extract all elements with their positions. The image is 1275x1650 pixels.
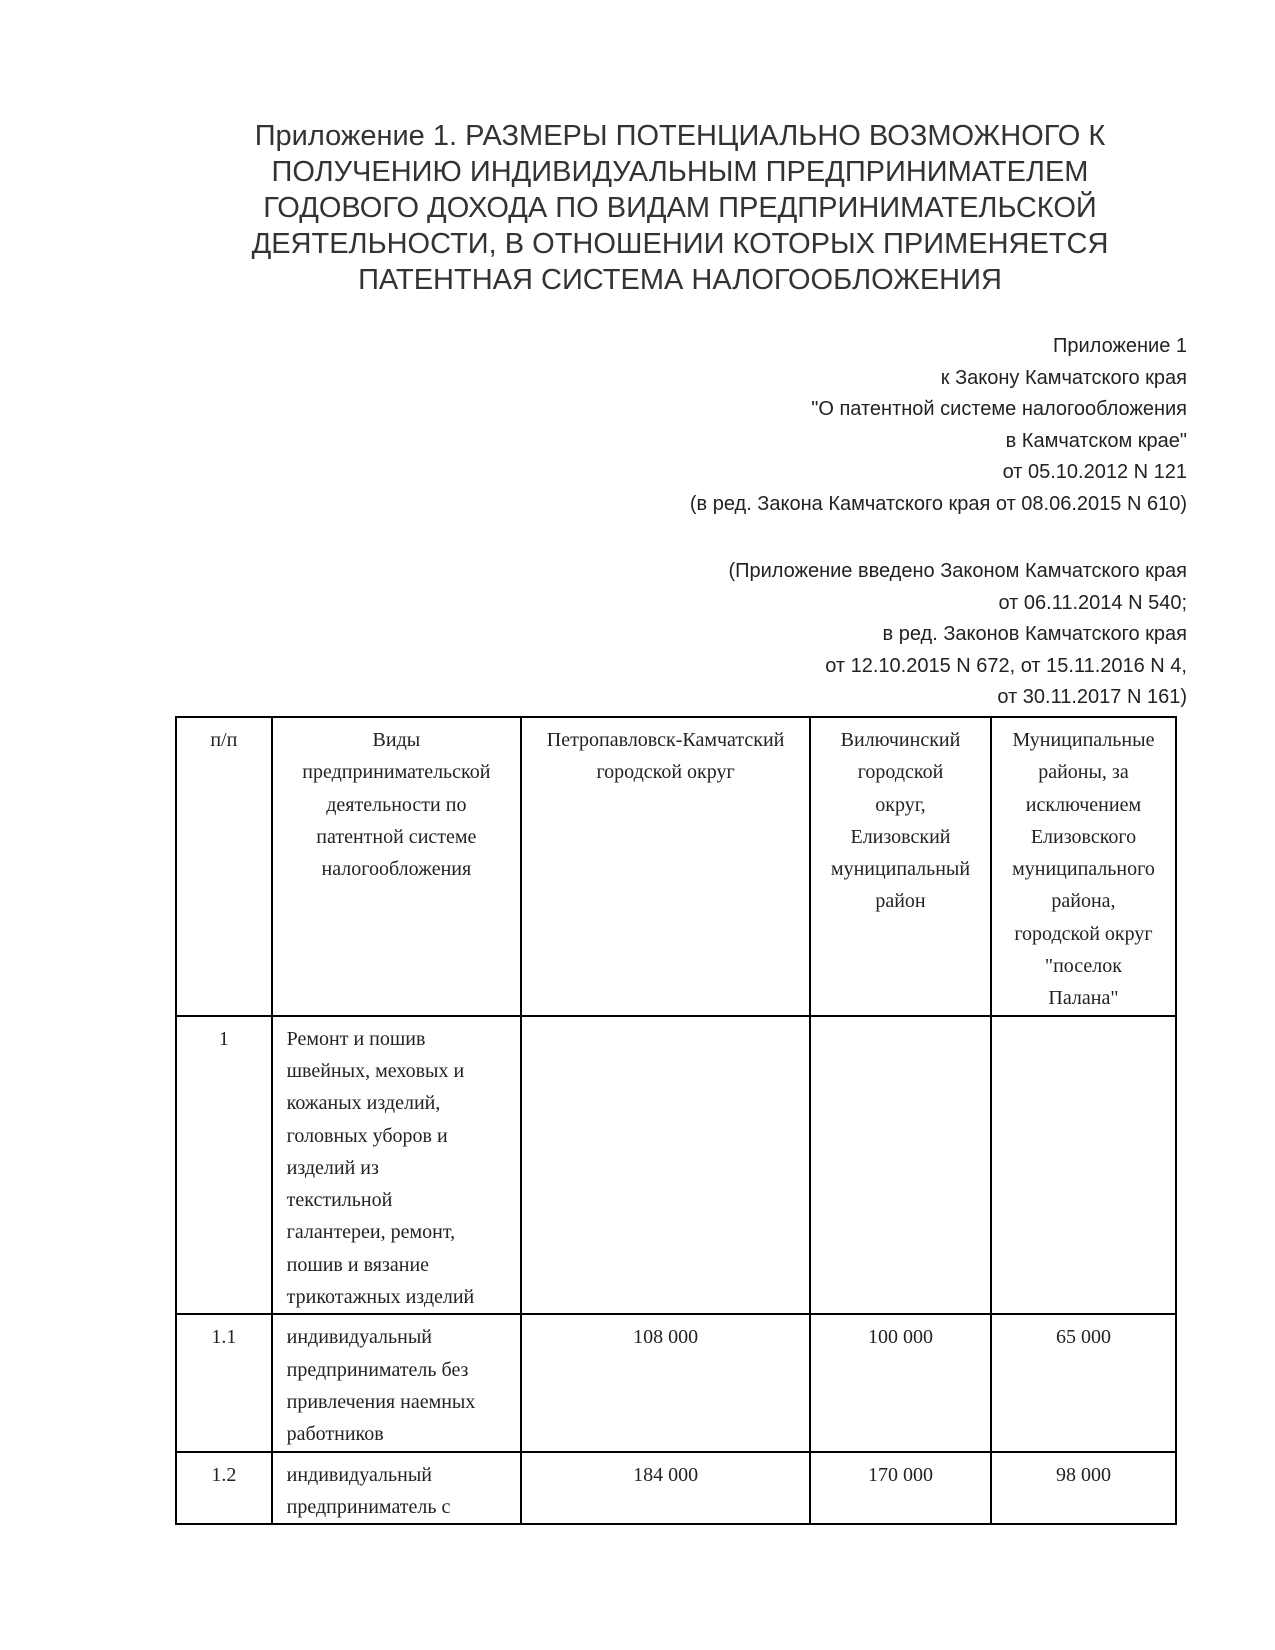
header-num: п/п [176, 717, 272, 1016]
header-vilyuchinsk: Вилючинский городской округ, Елизовский муниципальный район [810, 717, 991, 1016]
row-vilyuchinsk-value: 100 000 [810, 1314, 991, 1451]
table-header-row [176, 717, 1176, 1016]
row-num: 1 [176, 1016, 272, 1315]
title-line: Приложение 1. РАЗМЕРЫ ПОТЕНЦИАЛЬНО ВОЗМОЖНОГО К [254, 120, 1106, 152]
header-petropavlovsk: Петропавловск-Камчатский городской округ [521, 717, 810, 1016]
annex-line: (в ред. Закона Камчатского края от 08.06.2015 N 610) [689, 492, 1187, 515]
document-title [170, 118, 1190, 298]
title-line: ДЕЯТЕЛЬНОСТИ, В ОТНОШЕНИИ КОТОРЫХ ПРИМЕНЯЕТСЯ [251, 228, 1109, 260]
amendment-line: (Приложение введено Законом Камчатского края [728, 560, 1187, 582]
annex-reference [487, 331, 1187, 521]
header-activity: Виды предпринимательской деятельности по патентной системе налогообложения [272, 717, 521, 1016]
row-activity: Ремонт и пошив швейных, меховых и кожаных изделий, головных уборов и изделий из текстильной галантереи, ремонт, пошив и вязание трикотажных изделий [272, 1016, 521, 1315]
amendment-line: в ред. Законов Камчатского края [882, 623, 1187, 646]
header-municipal: Муниципальные районы, за исключением Елизовского муниципального района, городской округ "поселок Палана" [991, 717, 1176, 1016]
table-row [176, 1314, 1176, 1451]
amendment-line: от 30.11.2017 N 161) [997, 686, 1187, 709]
row-petropavlovsk-value [521, 1016, 810, 1315]
row-petropavlovsk-value: 184 000 [521, 1452, 810, 1525]
annex-line: в Камчатском крае" [1005, 429, 1187, 452]
row-activity: индивидуальный предприниматель с [272, 1452, 521, 1525]
row-municipal-value: 65 000 [991, 1314, 1176, 1451]
annex-line: к Закону Камчатского края [940, 366, 1187, 389]
title-line: ГОДОВОГО ДОХОДА ПО ВИДАМ ПРЕДПРИНИМАТЕЛЬСКОЙ [263, 192, 1097, 224]
amendment-note [487, 556, 1187, 714]
annex-line: от 05.10.2012 N 121 [1002, 461, 1187, 484]
annex-line: "О патентной системе налогообложения [811, 398, 1187, 421]
row-num: 1.1 [176, 1314, 272, 1451]
row-petropavlovsk-value: 108 000 [521, 1314, 810, 1451]
row-vilyuchinsk-value: 170 000 [810, 1452, 991, 1525]
row-municipal-value [991, 1016, 1176, 1315]
amendment-line: от 06.11.2014 N 540; [998, 591, 1187, 614]
table-row [176, 1016, 1176, 1315]
title-line: ПОЛУЧЕНИЮ ИНДИВИДУАЛЬНЫМ ПРЕДПРИНИМАТЕЛЕМ [271, 156, 1089, 188]
table-row [176, 1452, 1176, 1525]
row-num: 1.2 [176, 1452, 272, 1525]
row-vilyuchinsk-value [810, 1016, 991, 1315]
annex-line: Приложение 1 [1053, 335, 1187, 357]
row-activity: индивидуальный предприниматель без привлечения наемных работников [272, 1314, 521, 1451]
title-line: ПАТЕНТНАЯ СИСТЕМА НАЛОГООБЛОЖЕНИЯ [358, 264, 1002, 296]
amendment-line: от 12.10.2015 N 672, от 15.11.2016 N 4, [825, 654, 1187, 677]
row-municipal-value: 98 000 [991, 1452, 1176, 1525]
income-table [175, 716, 1177, 1525]
